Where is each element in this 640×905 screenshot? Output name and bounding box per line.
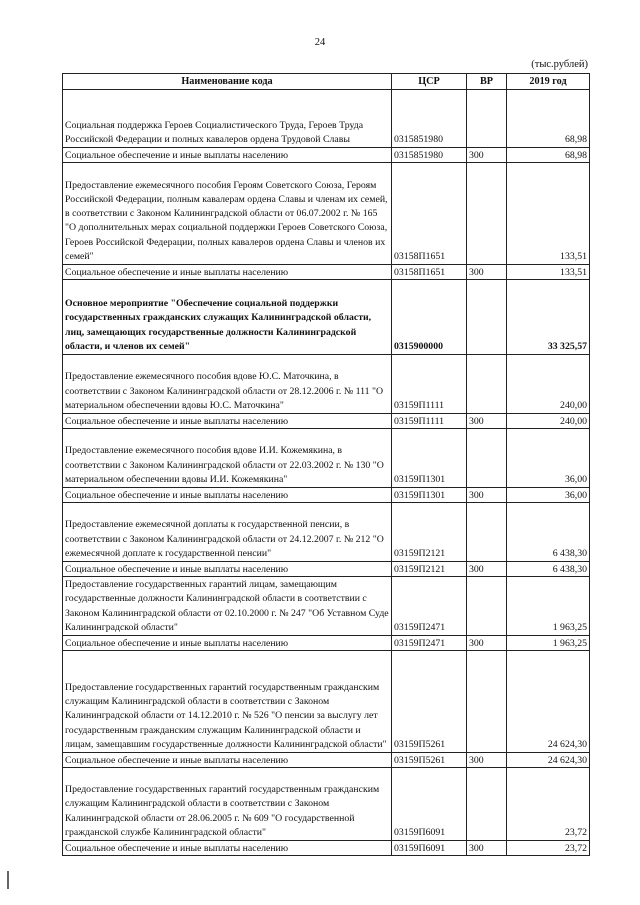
page-number: 24 [314,37,326,48]
row-vr [467,768,507,841]
row-amount: 240,00 [507,355,590,414]
table-row [63,355,590,414]
row-amount: 24 624,30 [507,753,590,768]
row-vr [467,651,507,753]
header-vr: ВР [467,74,507,90]
row-csr: 03159П5261 [392,753,467,768]
row-amount: 6 438,30 [507,562,590,577]
row-vr: 300 [467,841,507,856]
table-row-subtotal [63,636,590,651]
table-row-subtotal [63,841,590,856]
row-name: Социальное обеспечение и иные выплаты населению [63,148,392,163]
row-name: Социальное обеспечение и иные выплаты населению [63,841,392,856]
table-row [63,163,590,265]
budget-table [62,73,590,856]
row-csr: 0315851980 [392,90,467,148]
row-amount: 36,00 [507,488,590,503]
units-label: (тыс.рублей) [531,59,588,70]
row-name: Социальное обеспечение и иные выплаты населению [63,265,392,280]
row-vr [467,429,507,488]
row-vr: 300 [467,562,507,577]
row-vr: 300 [467,265,507,280]
row-vr: 300 [467,148,507,163]
row-csr: 0315851980 [392,148,467,163]
row-name: Предоставление ежемесячного пособия вдове И.И. Кожемякина, в соответствии с Законом Калининградской области от 22.03.2002 г. № 130 "О материальном обеспечении вдовы И.И. Кожемякина" [63,429,392,488]
row-vr [467,355,507,414]
row-vr [467,503,507,562]
row-csr: 03159П1111 [392,355,467,414]
row-csr: 03158П1651 [392,163,467,265]
row-csr: 03159П6091 [392,768,467,841]
row-csr: 03159П5261 [392,651,467,753]
row-vr: 300 [467,636,507,651]
row-csr: 03159П1111 [392,414,467,429]
table-row-subtotal [63,488,590,503]
row-amount: 1 963,25 [507,577,590,636]
row-amount: 33 325,57 [507,280,590,355]
row-amount: 133,51 [507,163,590,265]
scan-artifact-mark [7,871,9,889]
row-name: Предоставление ежемесячной доплаты к государственной пенсии, в соответствии с Законом Калининградской области от 24.12.2007 г. № 212 "О ежемесячной доплате к государственной пенсии" [63,503,392,562]
header-name: Наименование кода [63,74,392,90]
table-row-subtotal [63,414,590,429]
table-row-subtotal [63,265,590,280]
row-name: Предоставление государственных гарантий государственным гражданским служащим Калининградской области в соответствии с Законом Калининградской области от 28.06.2005 г. № 609 "О государственной гражданской службе Калининградской области" [63,768,392,841]
row-vr [467,577,507,636]
row-name: Социальная поддержка Героев Социалистического Труда, Героев Труда Российской Федерации и полных кавалеров ордена Трудовой Славы [63,90,392,148]
row-amount: 240,00 [507,414,590,429]
table-row-subtotal [63,148,590,163]
table-row [63,90,590,148]
row-vr [467,163,507,265]
header-amount: 2019 год [507,74,590,90]
row-name: Социальное обеспечение и иные выплаты населению [63,562,392,577]
row-name: Социальное обеспечение и иные выплаты населению [63,636,392,651]
row-amount: 68,98 [507,90,590,148]
row-name: Социальное обеспечение и иные выплаты населению [63,488,392,503]
row-name: Социальное обеспечение и иные выплаты населению [63,414,392,429]
row-name: Предоставление ежемесячного пособия Героям Советского Союза, Героям Российской Федерации, полным кавалерам ордена Славы и членам их семей, в соответствии с Законом Калининградской области от 06.07.2002 г. № 165 "О дополнительных мерах социальной поддержки Героев Советского Союза, Героев Российской Федерации, полных кавалеров ордена Славы и членов их семей" [63,163,392,265]
row-amount: 68,98 [507,148,590,163]
table-row [63,503,590,562]
row-name: Социальное обеспечение и иные выплаты населению [63,753,392,768]
table-header-row [63,74,590,90]
row-vr [467,90,507,148]
row-csr: 03159П6091 [392,841,467,856]
header-csr: ЦСР [392,74,467,90]
row-amount: 36,00 [507,429,590,488]
row-csr: 03159П1301 [392,429,467,488]
table-row [63,577,590,636]
row-csr: 03159П2121 [392,562,467,577]
row-amount: 23,72 [507,768,590,841]
table-row [63,651,590,753]
table-row [63,768,590,841]
row-csr: 03158П1651 [392,265,467,280]
row-name: Предоставление государственных гарантий государственным гражданским служащим Калининградской области в соответствии с Законом Калининградской области от 14.12.2010 г. № 526 "О пенсии за выслугу лет государственным гражданским служащим Калининградской области и лицам, замещавшим государственные должности Калининградской области" [63,651,392,753]
row-csr: 03159П2121 [392,503,467,562]
row-amount: 6 438,30 [507,503,590,562]
row-vr: 300 [467,488,507,503]
table-row-main-activity [63,280,590,355]
row-csr: 03159П2471 [392,636,467,651]
table-row [63,429,590,488]
row-vr [467,280,507,355]
row-csr: 03159П1301 [392,488,467,503]
row-name: Предоставление государственных гарантий лицам, замещающим государственные должности Калининградской области в соответствии с Законом Калининградской области от 02.10.2000 г. № 247 "Об Уставном Суде Калининградской области" [63,577,392,636]
row-vr: 300 [467,753,507,768]
row-name: Основное мероприятие "Обеспечение социальной поддержки государственных гражданских служащих Калининградской области, лиц, замещающих государственные должности Калининградской области, и членов их семей" [63,280,392,355]
row-amount: 23,72 [507,841,590,856]
row-name: Предоставление ежемесячного пособия вдове Ю.С. Маточкина, в соответствии с Законом Калининградской области от 28.12.2006 г. № 111 "О материальном обеспечении вдовы Ю.С. Маточкина" [63,355,392,414]
table-row-subtotal [63,753,590,768]
table-row-subtotal [63,562,590,577]
row-amount: 1 963,25 [507,636,590,651]
row-vr: 300 [467,414,507,429]
row-csr: 0315900000 [392,280,467,355]
row-amount: 133,51 [507,265,590,280]
row-amount: 24 624,30 [507,651,590,753]
row-csr: 03159П2471 [392,577,467,636]
